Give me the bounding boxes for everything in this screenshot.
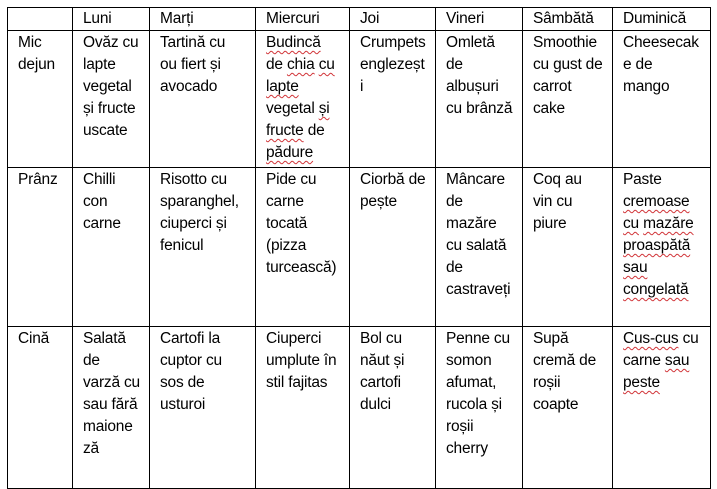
column-header-0: Luni <box>73 8 150 31</box>
misspelled-word: Cus-cus <box>623 330 679 347</box>
misspelled-word: sau <box>664 352 690 369</box>
header-row <box>8 8 711 31</box>
misspelled-word: sau <box>623 259 648 276</box>
misspelled-word: congelată <box>623 281 689 298</box>
table-cell: Smoothie cu gust de carrot cake <box>523 31 613 168</box>
table-cell: Crumpets englezești <box>350 31 436 168</box>
table-cell: Ciorbă de pește <box>350 168 436 327</box>
table-cell: Chilli con carne <box>73 168 150 327</box>
meal-row-0 <box>8 31 711 168</box>
table-cell: Tartină cu ou fiert și avocado <box>150 31 256 168</box>
table-cell: Cheesecake de mango <box>613 31 711 168</box>
table-cell: Omletă de albușuri cu brânză <box>436 31 523 168</box>
table-cell: Cus-cus cu carne sau peste <box>613 327 711 489</box>
table-cell: Penne cu somon afumat, rucola și roșii cherry <box>436 327 523 489</box>
table-cell: Risotto cu sparanghel, ciuperci și fenicul <box>150 168 256 327</box>
row-label: Cină <box>8 327 73 489</box>
table-cell: Bol cu năut și cartofi dulci <box>350 327 436 489</box>
misspelled-word: lapte <box>266 78 299 95</box>
column-header-3: Joi <box>350 8 436 31</box>
misspelled-word: pădure <box>266 144 314 161</box>
column-header-6: Duminică <box>613 8 711 31</box>
table-cell: Salată de varză cu sau fără maioneză <box>73 327 150 489</box>
misspelled-word: cu <box>623 215 639 232</box>
table-cell: Ciuperci umplute în stil fajitas <box>256 327 350 489</box>
misspelled-word: cremoase <box>623 193 690 210</box>
misspelled-word: Budincă <box>266 34 321 51</box>
column-header-5: Sâmbătă <box>523 8 613 31</box>
misspelled-word: peste <box>623 374 660 391</box>
table-cell: Ovăz cu lapte vegetal și fructe uscate <box>73 31 150 168</box>
misspelled-word: proaspătă <box>623 237 691 254</box>
column-header-4: Vineri <box>436 8 523 31</box>
table-body <box>8 31 711 489</box>
table-cell: Mâncare de mazăre cu salată de castraveți <box>436 168 523 327</box>
misspelled-word: fructe <box>266 122 304 139</box>
column-header-2: Miercuri <box>256 8 350 31</box>
table-cell: Paste cremoase cu mazăre proaspătă sau congelată <box>613 168 711 327</box>
misspelled-word: și <box>318 100 330 117</box>
table-cell: Supă cremă de roșii coapte <box>523 327 613 489</box>
table-cell: Pide cu carne tocată (pizza turcească) <box>256 168 350 327</box>
column-header-1: Marți <box>150 8 256 31</box>
misspelled-word: chia <box>286 56 315 73</box>
meal-row-2 <box>8 327 711 489</box>
meal-row-1 <box>8 168 711 327</box>
table-cell: Coq au vin cu piure <box>523 168 613 327</box>
row-label: Mic dejun <box>8 31 73 168</box>
misspelled-word: cu <box>318 56 335 73</box>
corner-cell <box>8 8 73 31</box>
table-cell: Cartofi la cuptor cu sos de usturoi <box>150 327 256 489</box>
misspelled-word: mazăre <box>643 215 694 232</box>
row-label: Prânz <box>8 168 73 327</box>
table-cell: Budincă de chia cu lapte vegetal și fructe de pădure <box>256 31 350 168</box>
meal-plan-table <box>7 7 711 489</box>
